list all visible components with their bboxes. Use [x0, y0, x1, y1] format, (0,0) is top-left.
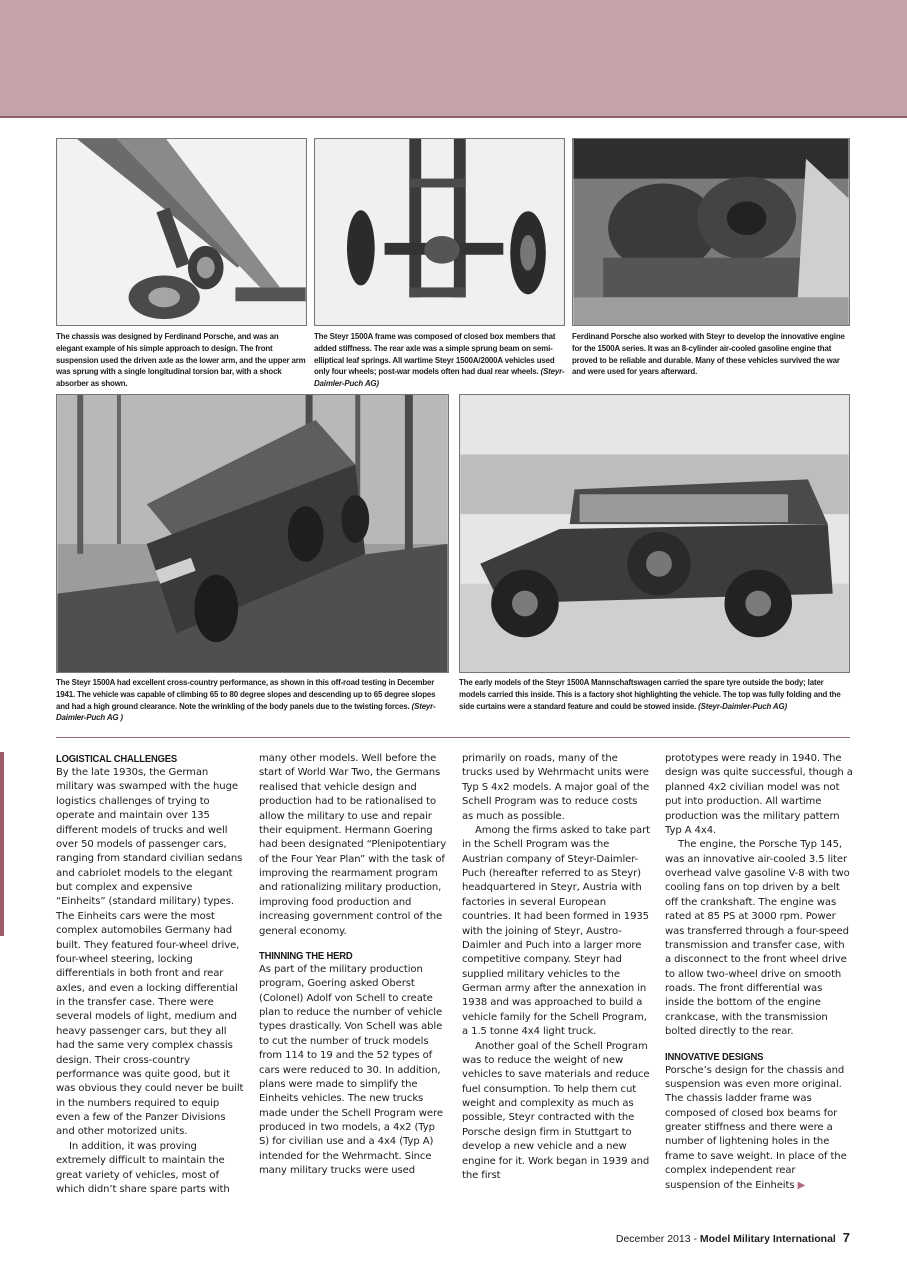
paragraph: Among the firms asked to take part in the Schell Program was the Austrian company of Steyr-Daimler-Puch (hereafter referred to as Steyr) headquartered in Steyr, Austria with factories in several European countries. It had been formed in 1935 with the joining of Steyr, Austro-Daimler and Puch into a larger more competitive company. Steyr had supplied military vehicles to the German army after the annexation in 1938 and was approached to build a vehicle family for the Schell Program, a 1.5 tonne 4x4 light truck. [462, 824, 650, 1038]
paragraph: As part of the military production program, Goering asked Oberst (Colonel) Adolf von Schell to create plan to reduce the number of vehicle types drastically. Von Schell was able to cut the number of truck models from 114 to 19 and the 52 types of cars were reduced to 30. In addition, plans were made to simplify the Einheits vehicles. The new trucks made under the Schell Program were produced in two models, a 4x2 (Typ S) for civilian use and a 4x4 (Typ A) intended for the Wehrmacht. Since many military trucks were used [259, 963, 443, 1177]
caption-frame-credit: (Steyr-Daimler-Puch AG) [314, 367, 565, 389]
footer-magazine: Model Military International [699, 1233, 836, 1245]
front-suspension-illustration [57, 139, 306, 325]
paragraph: Another goal of the Schell Program was to reduce the weight of new vehicles to save materials and reduce fuel consumption. To help them cut weight and complexity as much as possible, Steyr contracted with the Porsche design firm in Stuttgart to develop a new vehicle and a new engine for it. Work began in 1939 and the first [462, 1040, 650, 1181]
caption-factory-credit: (Steyr-Daimler-Puch AG) [698, 701, 787, 711]
photo-front-suspension [56, 138, 307, 326]
caption-frame-text: The Steyr 1500A frame was composed of closed box members that added stiffness. The rear axle was a simple sprung beam on semi-elliptical leaf springs. All wartime Steyr 1500A/2000A vehicles used only four wheels; post-war models often had dual rear wheels. [314, 332, 556, 377]
caption-offroad-credit: (Steyr-Daimler-Puch AG ) [56, 701, 436, 723]
caption-factory [459, 677, 851, 712]
caption-front-suspension: The chassis was designed by Ferdinand Porsche, and was an elegant example of his simple approach to design. The front suspension used the driven axle as the lower arm, and the upper arm was sprung with a single longitudinal torsion bar, with a shock absorber as shown. [56, 332, 306, 389]
continue-arrow-icon: ▶ [797, 1179, 806, 1191]
page-footer [616, 1230, 850, 1245]
photo-engine [572, 138, 850, 326]
footer-date: December 2013 - [615, 1233, 697, 1245]
photo-offroad [56, 394, 449, 673]
heading-innovative-designs: INNOVATIVE DESIGNS [665, 1050, 764, 1063]
article-column-1 [56, 752, 244, 1197]
photo-factory [459, 394, 850, 673]
page-number: 7 [842, 1230, 850, 1245]
engine-illustration [573, 139, 849, 325]
paragraph: By the late 1930s, the German military was swamped with the huge logistics challenges of trying to operate and maintain over 135 different models of trucks and well over 50 models of passenger cars, ranging from standard civilian sedans and cabriolet models to the elegant but complex and expensive “Einheits” (standard military) types. The Einheits cars were the most complex automobiles Germany had built. They featured four-wheel drive, four-wheel steering, locking differentials in both front and rear axles, and even a locking differential in the transfer case. There were several models of light, medium and heavy passenger cars, but they all had the same very complex chassis design. Their cross-country performance was quite good, but it was obvious they could never be built in the numbers required to equip even a few of the Panzer Divisions and other motorized units. [56, 767, 244, 1138]
caption-frame [314, 331, 566, 390]
caption-offroad-text: The Steyr 1500A had excellent cross-country performance, as shown in this off-road testing in December 1941. The vehicle was capable of climbing 65 to 80 degree slopes and descending up to 65 degree slopes and had a high ground clearance. Note the wrinkling of the body panels due to the twisting forces. [56, 678, 436, 711]
header-band [0, 0, 907, 118]
paragraph: The engine, the Porsche Typ 145, was an innovative air-cooled 3.5 liter overhead valve gasoline V-8 with two cooling fans on top driven by a belt off the crankshaft. The engine was rated at 85 PS at 3000 rpm. Power was transferred through a four-speed transmission and transfer case, with a disconnect to the front wheel drive to allow two-wheel drive on smooth roads. The front differential was inside the bottom of the engine crankcase, with the transmission bolted directly to the rear. [665, 839, 850, 1038]
paragraph: In addition, it was proving extremely difficult to maintain the great variety of vehicles, most of which didn’t share spare parts with [56, 1140, 230, 1195]
factory-vehicle-illustration [460, 395, 849, 672]
heading-logistical-challenges: LOGISTICAL CHALLENGES [56, 753, 178, 765]
paragraph: many other models. Well before the start of World War Two, the Germans realised that vehicle design and production had to be rationalised to allow the military to use and repair their equipment. Hermann Goering had been designated “Plenipotentiary of the Four Year Plan” with the task of improving the rearmament program and rationalizing military production, improving food production and increasing government control of the general economy. [259, 753, 447, 937]
article-column-4 [665, 752, 853, 1193]
paragraph: prototypes were ready in 1940. The design was quite successful, though a planned 4x2 civilian model was not put into production. All wartime production was the military pattern Typ A 4x4. [665, 753, 853, 836]
offroad-illustration [57, 395, 448, 672]
article-column-2 [259, 752, 447, 1179]
caption-engine: Ferdinand Porsche also worked with Steyr to develop the innovative engine for the 1500A series. It was an 8-cylinder air-cooled gasoline engine that proved to be reliable and durable. Many of these vehicles survived the war and were used for years afterward. [572, 332, 845, 377]
article-column-3 [462, 752, 650, 1183]
paragraph [665, 1064, 853, 1193]
paragraph-text: Porsche’s design for the chassis and suspension was even more original. The chassis ladder frame was composed of closed box beams for greater stiffness and there were a number of lightening holes in the frame to save weight. In place of the complex independent rear suspension of the Einheits [665, 1064, 847, 1191]
caption-offroad [56, 677, 449, 724]
frame-illustration [315, 139, 564, 325]
paragraph: primarily on roads, many of the trucks used by Wehrmacht units were Typ S 4x2 models. A major goal of the Schell Program was to reduce costs as much as possible. [462, 753, 650, 822]
section-divider [56, 737, 850, 738]
photo-frame [314, 138, 565, 326]
caption-factory-text: The early models of the Steyr 1500A Mannschaftswagen carried the spare tyre outside the body; later models carried this inside. This is a factory shot highlighting the vehicle. The top was fully folding and the side curtains were a standard feature and could be stowed inside. [459, 678, 841, 711]
heading-thinning-the-herd: THINNING THE HERD [259, 949, 353, 962]
margin-accent-bar [0, 752, 4, 936]
